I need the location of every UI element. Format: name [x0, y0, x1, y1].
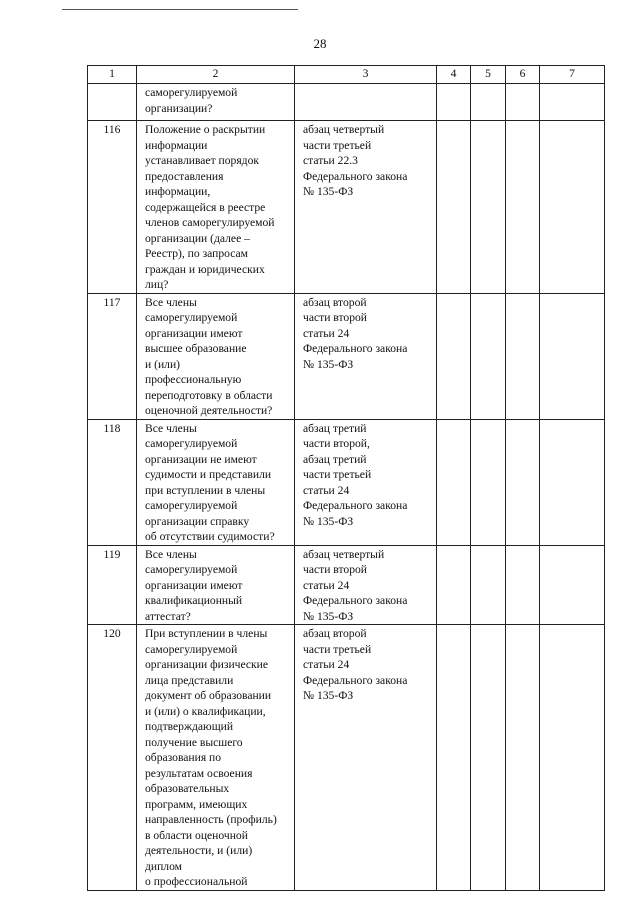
table-row	[88, 121, 605, 294]
table-row	[88, 293, 605, 419]
answer-cell-6	[506, 293, 540, 419]
answer-cell-6	[506, 625, 540, 891]
answer-cell-5	[471, 293, 506, 419]
answer-cell-4	[437, 121, 471, 294]
column-header: 1	[88, 66, 137, 84]
reference-cell: абзац третий части второй, абзац третий части третьей статьи 24 Федерального закона № 135-ФЗ	[295, 419, 437, 545]
question-cell: Все члены саморегулируемой организации не имеют судимости и представили при вступлении в члены саморегулируемой организации справку об отсутствии судимости?	[137, 419, 295, 545]
page-number: 28	[313, 36, 327, 51]
answer-cell-4	[437, 84, 471, 121]
answer-cell-4	[437, 293, 471, 419]
table-header-row	[88, 66, 605, 84]
table-row	[88, 625, 605, 891]
question-cell: Все члены саморегулируемой организации имеют квалификационный аттестат?	[137, 545, 295, 625]
answer-cell-5	[471, 121, 506, 294]
note-cell-7	[540, 84, 605, 121]
table-row	[88, 419, 605, 545]
answer-cell-6	[506, 84, 540, 121]
note-cell-7	[540, 419, 605, 545]
answer-cell-5	[471, 84, 506, 121]
answer-cell-5	[471, 419, 506, 545]
question-cell: Положение о раскрытии информации устанавливает порядок предоставления информации, содержащейся в реестре членов саморегулируемой организации (далее – Реестр), по запросам граждан и юридических лиц?	[137, 121, 295, 294]
header-rule	[62, 9, 298, 10]
reference-cell: абзац четвертый части второй статьи 24 Федерального закона № 135-ФЗ	[295, 545, 437, 625]
table-row	[88, 84, 605, 121]
row-number: 117	[88, 293, 137, 419]
row-number	[88, 84, 137, 121]
row-number: 120	[88, 625, 137, 891]
note-cell-7	[540, 293, 605, 419]
column-header: 5	[471, 66, 506, 84]
answer-cell-6	[506, 419, 540, 545]
reference-cell: абзац четвертый части третьей статьи 22.3 Федерального закона № 135-ФЗ	[295, 121, 437, 294]
row-number: 119	[88, 545, 137, 625]
table-row	[88, 545, 605, 625]
answer-cell-4	[437, 545, 471, 625]
note-cell-7	[540, 545, 605, 625]
answer-cell-4	[437, 419, 471, 545]
answer-cell-4	[437, 625, 471, 891]
column-header: 4	[437, 66, 471, 84]
reference-cell: абзац второй части второй статьи 24 Федерального закона № 135-ФЗ	[295, 293, 437, 419]
column-header: 7	[540, 66, 605, 84]
column-header: 6	[506, 66, 540, 84]
note-cell-7	[540, 121, 605, 294]
answer-cell-5	[471, 545, 506, 625]
column-header: 3	[295, 66, 437, 84]
column-header: 2	[137, 66, 295, 84]
question-cell: При вступлении в члены саморегулируемой организации физические лица представили документ об образовании и (или) о квалификации, подтверждающий получение высшего образования по результатам освоения образовательных программ, имеющих направленность (профиль) в области оценочной деятельности, и (или) диплом о профессиональной	[137, 625, 295, 891]
answer-cell-6	[506, 121, 540, 294]
reference-cell	[295, 84, 437, 121]
checklist-table	[87, 65, 605, 891]
reference-cell: абзац второй части третьей статьи 24 Федерального закона № 135-ФЗ	[295, 625, 437, 891]
question-cell: саморегулируемой организации?	[137, 84, 295, 121]
answer-cell-5	[471, 625, 506, 891]
question-cell: Все члены саморегулируемой организации имеют высшее образование и (или) профессиональную переподготовку в области оценочной деятельности?	[137, 293, 295, 419]
answer-cell-6	[506, 545, 540, 625]
row-number: 118	[88, 419, 137, 545]
note-cell-7	[540, 625, 605, 891]
row-number: 116	[88, 121, 137, 294]
